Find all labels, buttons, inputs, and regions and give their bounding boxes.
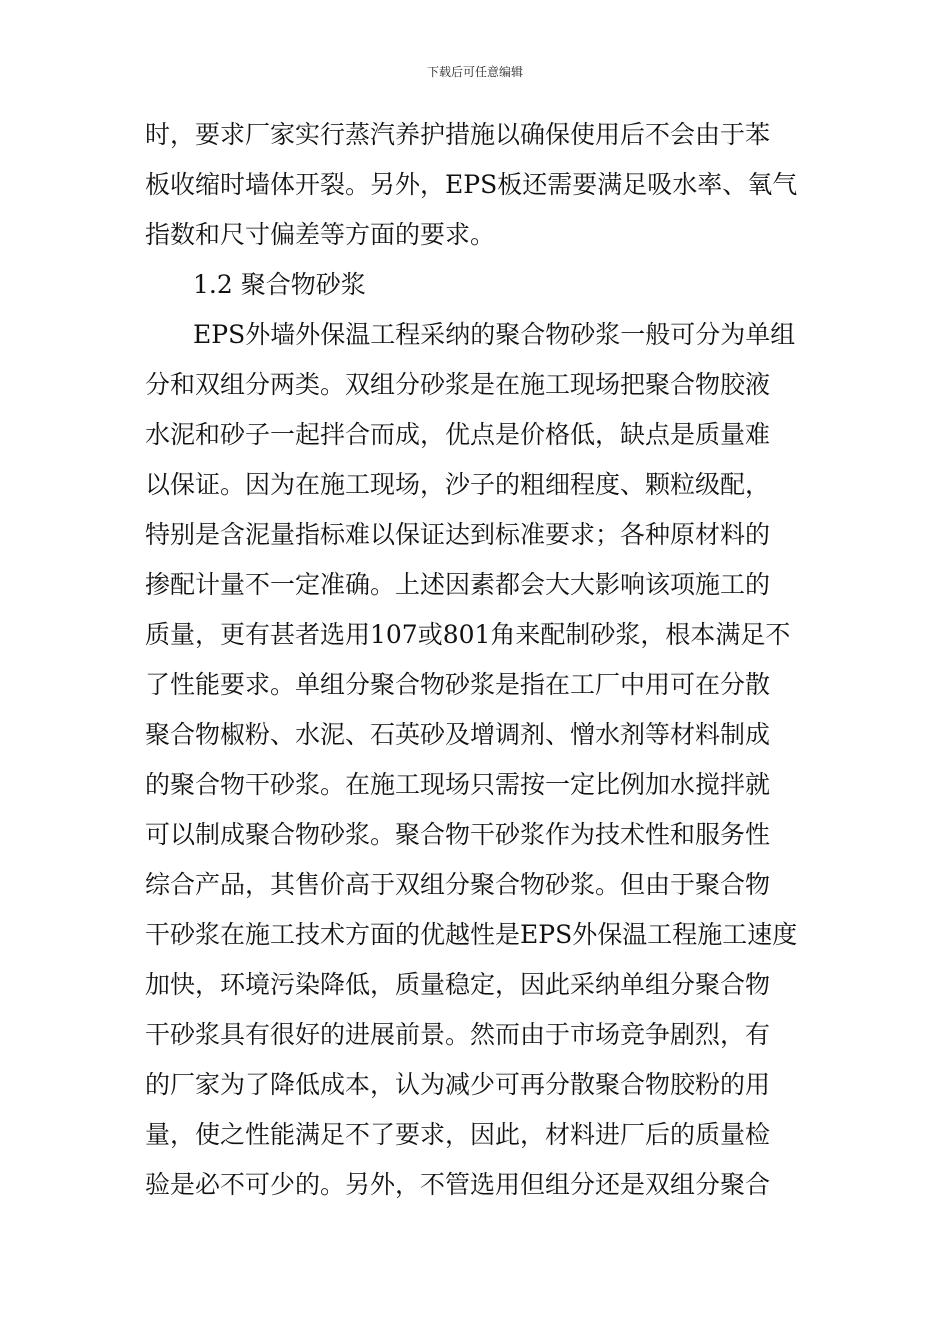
- text-line-19: 干砂浆具有很好的进展前景。然而由于市场竞争剧烈，有: [145, 1020, 771, 1049]
- text-line-22: 验是必不可少的。另外，不管选用但组分还是双组分聚合: [145, 1170, 771, 1199]
- text-line-9: 特别是含泥量指标难以保证达到标准要求；各种原材料的: [145, 520, 771, 549]
- text-line-21: 量，使之性能满足不了要求，因此，材料进厂后的质量检: [145, 1120, 771, 1149]
- text-line-15: 可以制成聚合物砂浆。聚合物干砂浆作为技术性和服务性: [145, 820, 771, 849]
- text-line-7: 水泥和砂子一起拌合而成，优点是价格低，缺点是质量难: [145, 420, 771, 449]
- text-line-20: 的厂家为了降低成本，认为减少可再分散聚合物胶粉的用: [145, 1070, 771, 1099]
- text-line-1: 时，要求厂家实行蒸汽养护措施以确保使用后不会由于苯: [145, 120, 771, 149]
- text-line-5: EPS外墙外保温工程采纳的聚合物砂浆一般可分为单组: [193, 320, 796, 349]
- text-line-11: 质量，更有甚者选用107或801角来配制砂浆，根本满足不: [145, 620, 791, 649]
- text-line-2: 板收缩时墙体开裂。另外，EPS板还需要满足吸水率、氧气: [145, 170, 798, 199]
- text-line-6: 分和双组分两类。双组分砂浆是在施工现场把聚合物胶液: [145, 370, 771, 399]
- text-line-13: 聚合物椒粉、水泥、石英砂及增调剂、憎水剂等材料制成: [145, 720, 771, 749]
- text-line-10: 掺配计量不一定准确。上述因素都会大大影响该项施工的: [145, 570, 771, 599]
- text-line-16: 综合产品，其售价高于双组分聚合物砂浆。但由于聚合物: [145, 870, 771, 899]
- text-line-3: 指数和尺寸偏差等方面的要求。: [145, 220, 496, 249]
- section-heading: 1.2 聚合物砂浆: [193, 270, 366, 299]
- text-line-14: 的聚合物干砂浆。在施工现场只需按一定比例加水搅拌就: [145, 770, 771, 799]
- text-line-17: 干砂浆在施工技术方面的优越性是EPS外保温工程施工速度: [145, 920, 798, 949]
- text-line-12: 了性能要求。单组分聚合物砂浆是指在工厂中用可在分散: [145, 670, 771, 699]
- text-line-18: 加快，环境污染降低，质量稳定，因此采纳单组分聚合物: [145, 970, 771, 999]
- page-header: 下载后可任意编辑: [426, 65, 523, 79]
- text-line-8: 以保证。因为在施工现场，沙子的粗细程度、颗粒级配，: [145, 470, 771, 499]
